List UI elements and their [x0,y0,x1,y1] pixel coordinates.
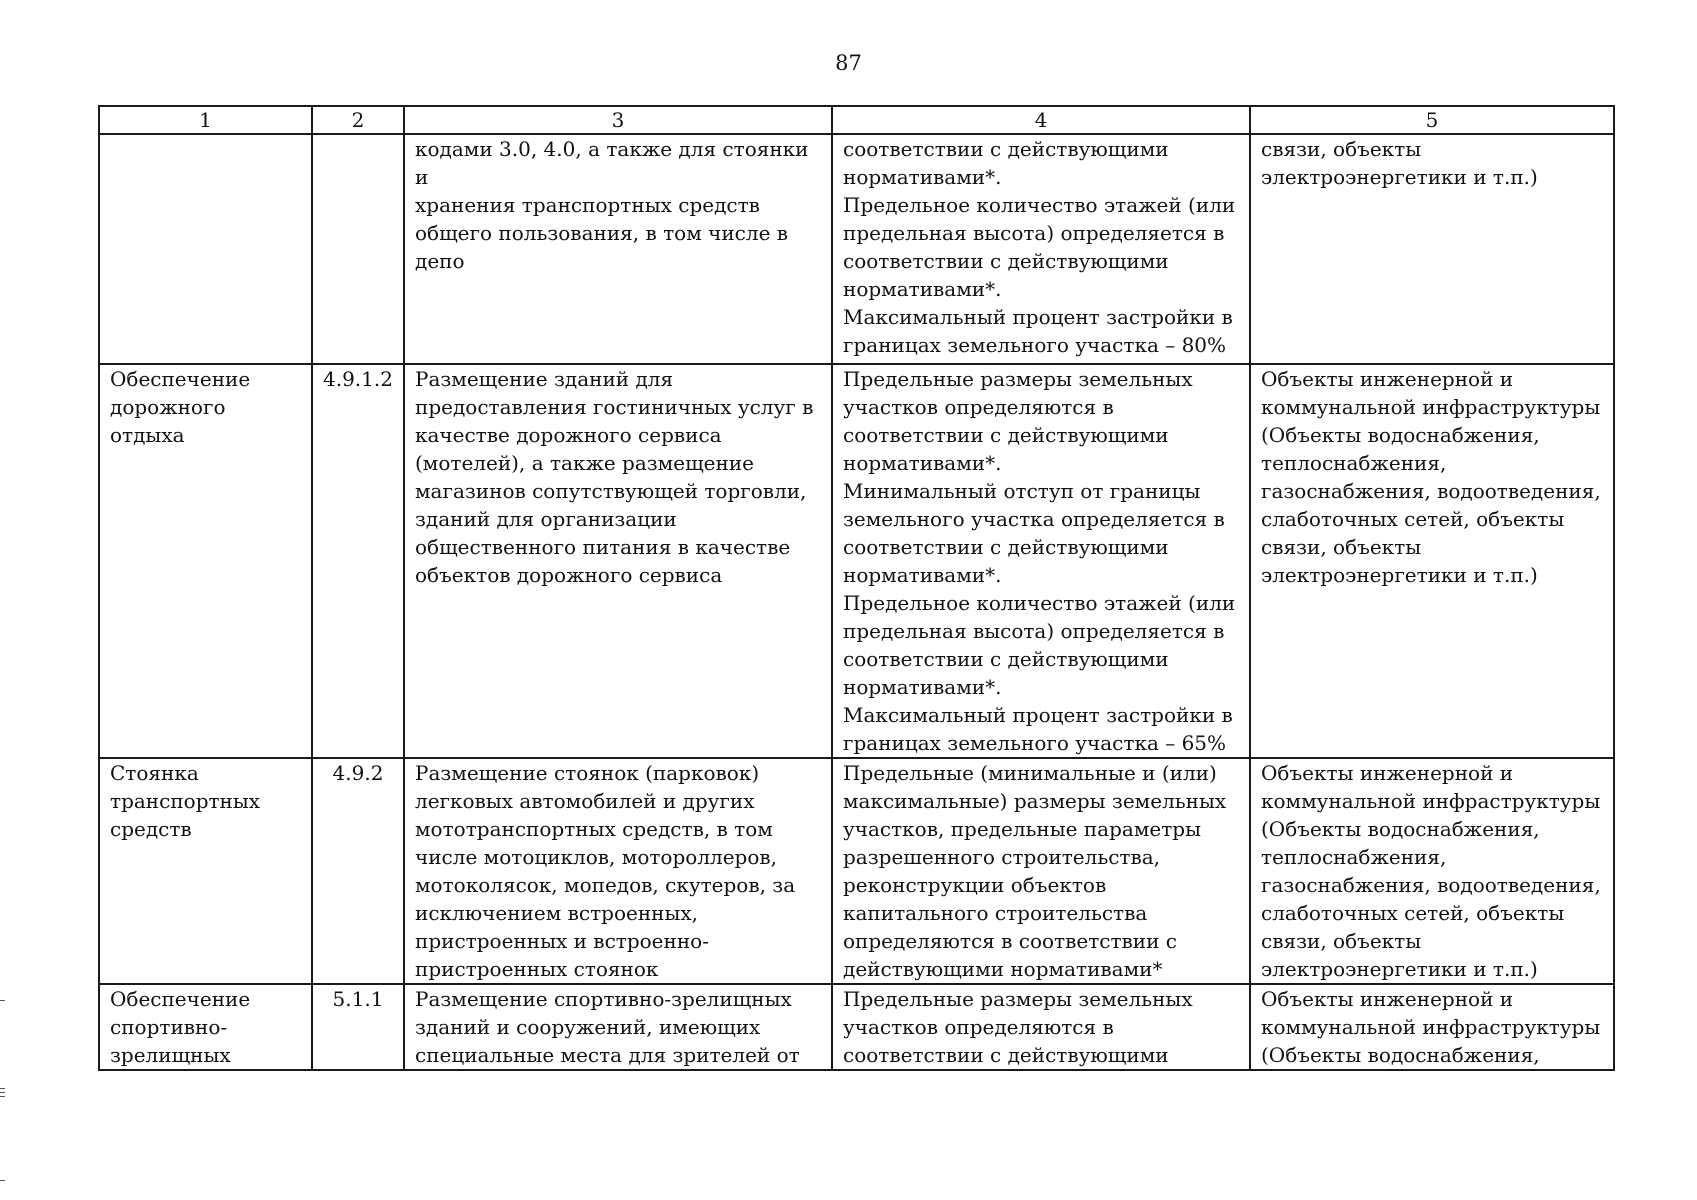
cell-text-line: Размещение зданий для [415,367,674,391]
column-header-2: 2 [312,106,404,134]
cell-text-line: дорожного [110,395,226,419]
table-row [99,134,1614,364]
auxiliary-objects-cell [1250,364,1614,758]
cell-text-line: объектов дорожного сервиса [415,563,723,587]
description-cell [404,364,832,758]
parameters-cell [832,364,1250,758]
land-use-name-cell [99,984,312,1070]
code-cell [312,134,404,364]
cell-text-line: действующими нормативами* [843,957,1163,981]
cell-text-line: коммунальной инфраструктуры [1261,1015,1601,1039]
cell-text-line: Размещение стоянок (парковок) [415,761,760,785]
cell-text-line: участков определяются в [843,395,1114,419]
description-cell [404,134,832,364]
column-header-3: 3 [404,106,832,134]
cell-text-line: (Объекты водоснабжения, [1261,1043,1540,1067]
cell-text-line: магазинов сопутствующей торговли, [415,479,807,503]
cell-text-line: коммунальной инфраструктуры [1261,395,1601,419]
cell-text-line: Стоянка [110,761,199,785]
land-use-name-cell [99,134,312,364]
cell-text-line: мотоколясок, мопедов, скутеров, за [415,873,796,897]
cell-text-line: электроэнергетики и т.п.) [1261,165,1538,189]
cell-text-line: связи, объекты [1261,535,1422,559]
cell-text-line: специальные места для зрителей от [415,1043,800,1067]
parameters-cell [832,984,1250,1070]
cell-text-line: Минимальный отступ от границы [843,479,1201,503]
column-header-5: 5 [1250,106,1614,134]
cell-text-line: (мотелей), а также размещение [415,451,755,475]
cell-text-line: пристроенных и встроенно- [415,929,709,953]
code-cell: 4.9.2 [312,758,404,984]
cell-text-line: земельного участка определяется в [843,507,1225,531]
cell-text-line: (Объекты водоснабжения, [1261,423,1540,447]
cell-text-line: связи, объекты [1261,929,1422,953]
page-number: 87 [835,51,862,75]
cell-text-line: качестве дорожного сервиса [415,423,722,447]
cell-text-line: разрешенного строительства, [843,845,1161,869]
cell-text-line: средств [110,817,192,841]
cell-text-line: участков определяются в [843,1015,1114,1039]
auxiliary-objects-cell [1250,758,1614,984]
margin-mark [0,1092,5,1093]
cell-text-line: капитального строительства [843,901,1148,925]
column-header-4: 4 [832,106,1250,134]
cell-text-line: нормативами*. [843,563,1002,587]
cell-text-line: соответствии с действующими [843,535,1169,559]
cell-text-line: газоснабжения, водоотведения, [1261,479,1601,503]
cell-text-line: соответствии с действующими [843,647,1169,671]
cell-text-line: Максимальный процент застройки в [843,305,1233,329]
code-cell: 4.9.1.2 [312,364,404,758]
cell-text-line: границах земельного участка – 80% [843,333,1227,357]
table-row [99,984,1614,1070]
cell-text-line: Размещение спортивно-зрелищных [415,987,792,1011]
cell-text-line: Предельные размеры земельных [843,367,1193,391]
table-header-row [99,106,1614,134]
margin-mark [0,1088,5,1089]
cell-text-line: кодами 3.0, 4.0, а также для стоянки и [415,137,809,189]
cell-text-line: хранения транспортных средств [415,193,760,217]
cell-text-line: границах земельного участка – 65% [843,731,1227,755]
cell-text-line: депо [415,249,465,273]
cell-text-line: электроэнергетики и т.п.) [1261,563,1538,587]
cell-text-line: Объекты инженерной и [1261,987,1514,1011]
margin-mark [0,1000,5,1001]
cell-text-line: предельная высота) определяется в [843,619,1225,643]
cell-text-line: Предельные размеры земельных [843,987,1193,1011]
cell-text-line: электроэнергетики и т.п.) [1261,957,1538,981]
cell-text-line: исключением встроенных, [415,901,699,925]
cell-text-line: Обеспечение [110,367,251,391]
cell-text-line: теплоснабжения, [1261,845,1447,869]
cell-text-line: соответствии с действующими [843,423,1169,447]
description-cell [404,984,832,1070]
cell-text-line: соответствии с действующими [843,249,1169,273]
cell-text-line: слаботочных сетей, объекты [1261,507,1565,531]
margin-mark [0,1180,5,1181]
land-use-name-cell [99,758,312,984]
cell-text-line: зрелищных [110,1043,231,1067]
cell-text-line: транспортных [110,789,261,813]
table-row [99,364,1614,758]
cell-text-line: зданий для организации [415,507,677,531]
column-header-1: 1 [99,106,312,134]
description-cell [404,758,832,984]
cell-text-line: пристроенных стоянок [415,957,659,981]
land-use-name-cell [99,364,312,758]
cell-text-line: общественного питания в качестве [415,535,791,559]
cell-text-line: коммунальной инфраструктуры [1261,789,1601,813]
cell-text-line: мототранспортных средств, в том [415,817,773,841]
code-cell: 5.1.1 [312,984,404,1070]
cell-text-line: числе мотоциклов, мотороллеров, [415,845,778,869]
cell-text-line: реконструкции объектов [843,873,1107,897]
cell-text-line: Объекты инженерной и [1261,761,1514,785]
cell-text-line: (Объекты водоснабжения, [1261,817,1540,841]
cell-text-line: нормативами*. [843,165,1002,189]
cell-text-line: соответствии с действующими [843,1043,1169,1067]
cell-text-line: легковых автомобилей и других [415,789,755,813]
parameters-cell [832,134,1250,364]
cell-text-line: определяются в соответствии с [843,929,1178,953]
cell-text-line: теплоснабжения, [1261,451,1447,475]
cell-text-line: Предельное количество этажей (или [843,193,1236,217]
cell-text-line: нормативами*. [843,675,1002,699]
cell-text-line: спортивно- [110,1015,228,1039]
cell-text-line: общего пользования, в том числе в [415,221,789,245]
table-row [99,758,1614,984]
cell-text-line: слаботочных сетей, объекты [1261,901,1565,925]
cell-text-line: Предельное количество этажей (или [843,591,1236,615]
margin-mark [0,1096,5,1097]
cell-text-line: соответствии с действующими [843,137,1169,161]
cell-text-line: газоснабжения, водоотведения, [1261,873,1601,897]
cell-text-line: связи, объекты [1261,137,1422,161]
cell-text-line: зданий и сооружений, имеющих [415,1015,761,1039]
cell-text-line: нормативами*. [843,451,1002,475]
cell-text-line: нормативами*. [843,277,1002,301]
cell-text-line: Объекты инженерной и [1261,367,1514,391]
cell-text-line: предоставления гостиничных услуг в [415,395,814,419]
zoning-table [98,105,1615,1071]
cell-text-line: участков, предельные параметры [843,817,1202,841]
cell-text-line: Максимальный процент застройки в [843,703,1233,727]
auxiliary-objects-cell [1250,134,1614,364]
cell-text-line: отдыха [110,423,185,447]
cell-text-line: максимальные) размеры земельных [843,789,1227,813]
cell-text-line: Обеспечение [110,987,251,1011]
parameters-cell [832,758,1250,984]
cell-text-line: Предельные (минимальные и (или) [843,761,1217,785]
cell-text-line: предельная высота) определяется в [843,221,1225,245]
auxiliary-objects-cell [1250,984,1614,1070]
